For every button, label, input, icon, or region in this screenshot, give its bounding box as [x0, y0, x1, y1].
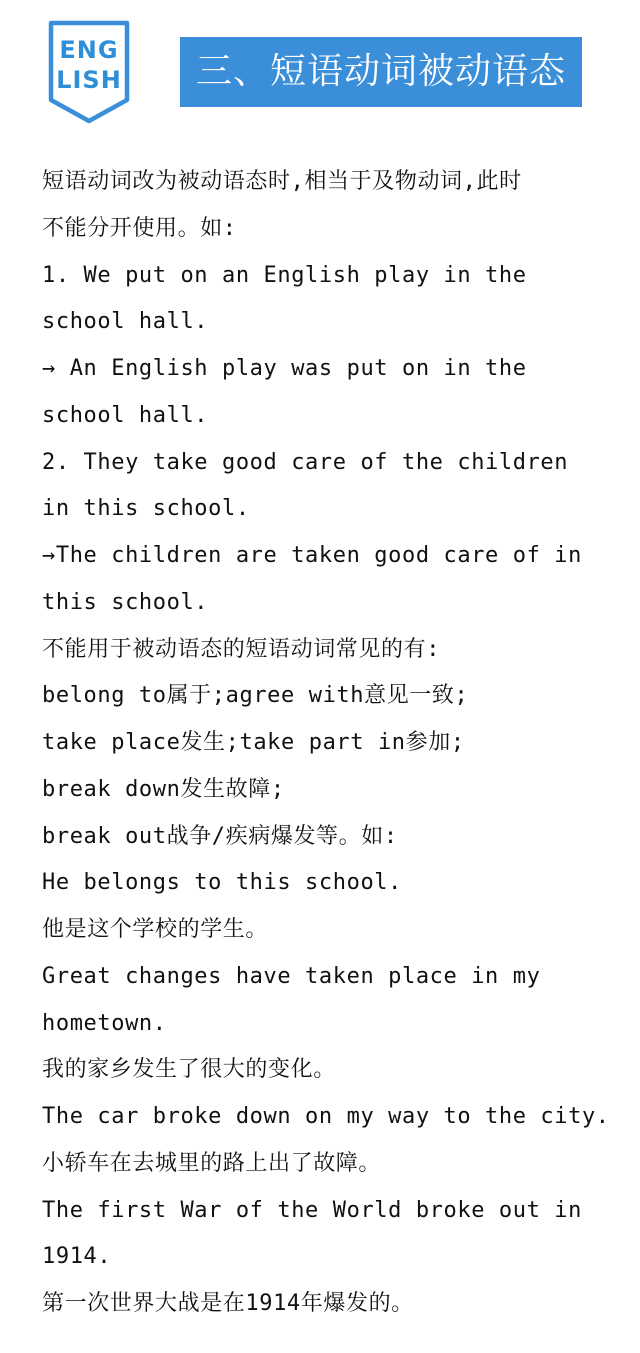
logo-text-line2: LISH — [56, 66, 122, 94]
logo-text-line1: ENG — [59, 36, 119, 64]
text-line: break out战争/疾病爆发等。如: — [42, 823, 398, 849]
text-line: hometown. — [42, 1010, 167, 1036]
article-body — [42, 159, 632, 1328]
text-line: school hall. — [42, 309, 209, 335]
text-line: 不能用于被动语态的短语动词常见的有: — [42, 636, 441, 662]
text-line: → An English play was put on in the — [42, 356, 527, 381]
text-line: break down发生故障; — [42, 776, 285, 802]
text-line: 第一次世界大战是在1914年爆发的。 — [42, 1291, 414, 1316]
text-line: 短语动词改为被动语态时,相当于及物动词,此时 — [42, 169, 522, 194]
text-line: 1. We put on an English play in the — [42, 262, 527, 288]
text-line: 他是这个学校的学生。 — [42, 917, 269, 942]
text-line: He belongs to this school. — [42, 870, 402, 896]
text-line: →The children are taken good care of in — [42, 543, 582, 568]
section-title: 三、短语动词被动语态 — [180, 37, 582, 107]
english-logo — [48, 20, 130, 124]
text-line: in this school. — [42, 496, 250, 522]
text-line: 2. They take good care of the children — [42, 449, 569, 475]
text-line: 不能分开使用。如: — [42, 215, 237, 241]
text-line: this school. — [42, 589, 209, 615]
text-line: take place发生;take part in参加; — [42, 730, 465, 755]
text-line: The car broke down on my way to the city. — [42, 1104, 610, 1129]
text-line: 我的家乡发生了很大的变化。 — [42, 1057, 336, 1083]
text-line: 小轿车在去城里的路上出了故障。 — [42, 1150, 382, 1176]
text-line: school hall. — [42, 402, 209, 428]
text-line: 1914. — [42, 1244, 112, 1270]
text-line: belong to属于;agree with意见一致; — [42, 683, 469, 709]
text-line: The first War of the World broke out in — [42, 1197, 582, 1223]
text-line: Great changes have taken place in my — [42, 963, 541, 989]
